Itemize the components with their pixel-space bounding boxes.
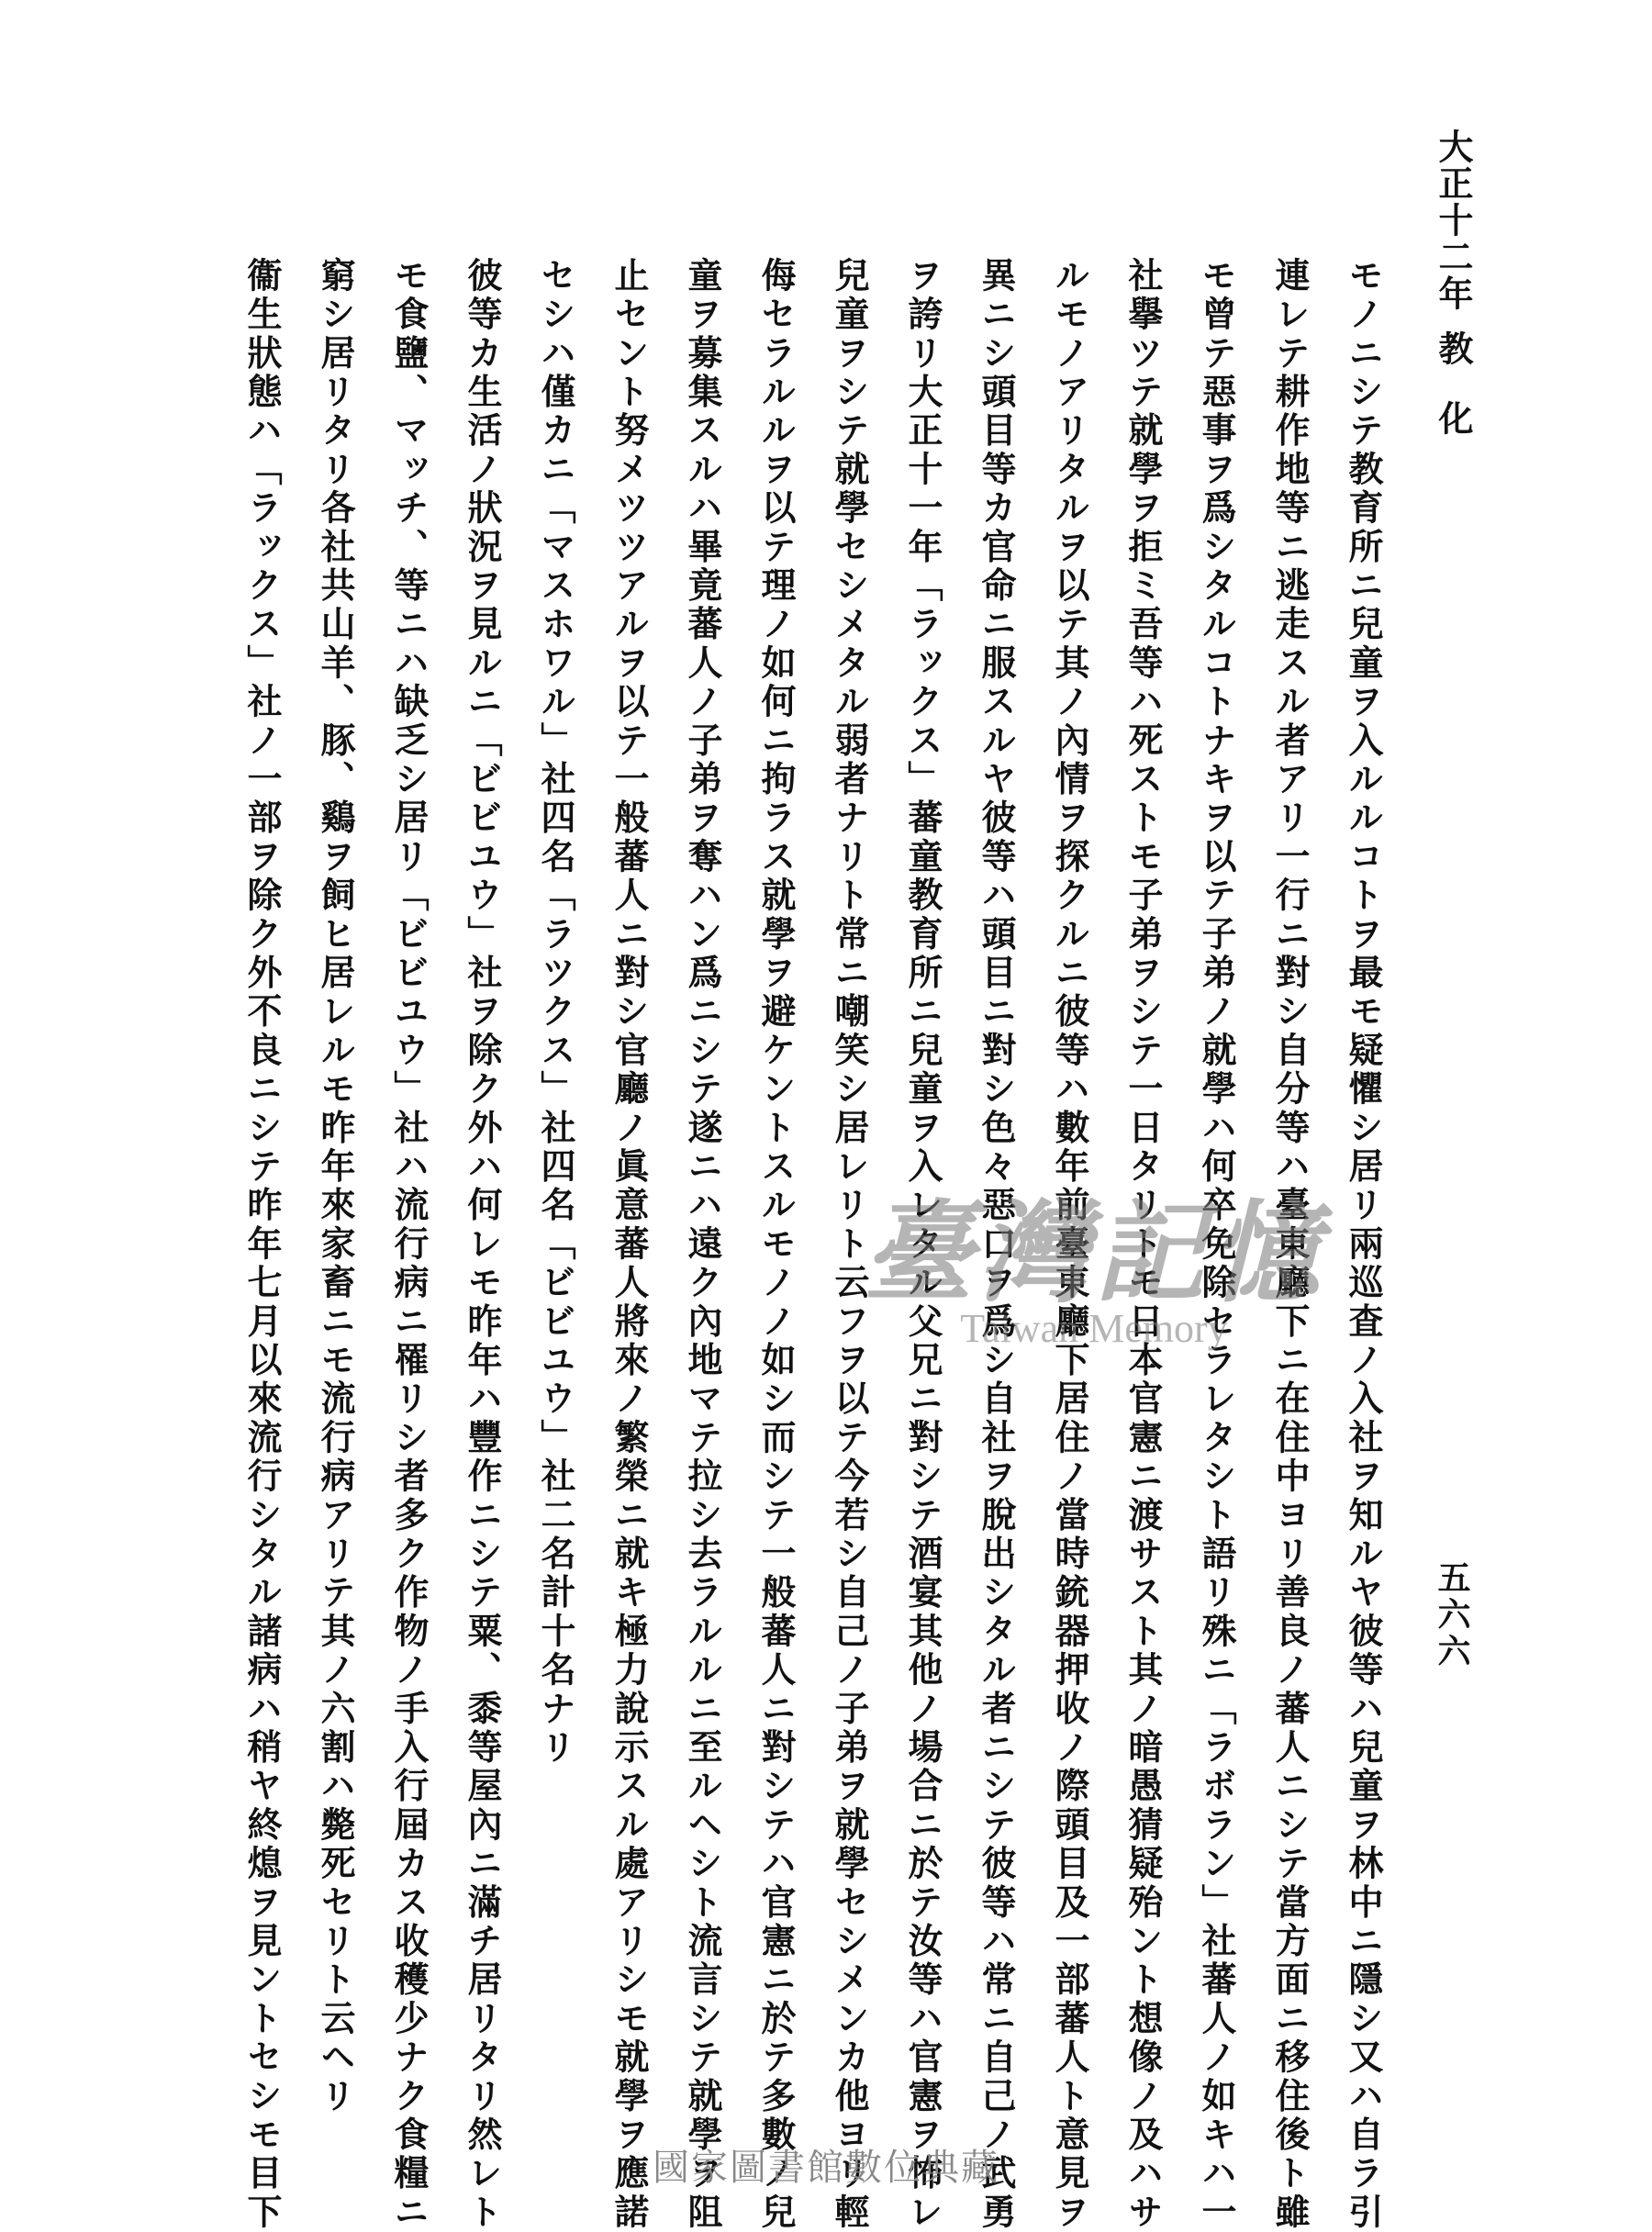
text-column: 童ヲ募集スルハ畢竟蕃人ノ子弟ヲ奪ハン爲ニシテ遂ニハ遠ク內地マテ拉シ去ラルルニ至ルヘシト流言シテ就學ヲ阻 [682, 257, 722, 2232]
text-column: モノニシテ教育所ニ兒童ヲ入ルルコトヲ最モ疑懼シ居リ兩巡査ノ入社ヲ知ルヤ彼等ハ兒童ヲ林中ニ隱シ又ハ自ラ引 [1343, 257, 1383, 2232]
text-column: 異ニシ頭目等カ官命ニ服スルヤ彼等ハ頭目ニ對シ色々惡口ヲ爲シ自社ヲ脫出シタル者ニシテ彼等ハ常ニ自己ノ武勇 [976, 257, 1016, 2232]
footer-credit: 國家圖書館數位典藏 [653, 2147, 999, 2189]
watermark-en: Taiwan Memory [960, 1306, 1228, 1351]
text-column: 窮シ居リタリ各社共山羊、豚、鷄ヲ飼ヒ居レルモ昨年來家畜ニモ流行病アリテ其ノ六割ハ斃死セリト云ヘリ [315, 257, 355, 2116]
text-column: 止セント努メツツアルヲ以テ一般蕃人ニ對シ官廳ノ眞意蕃人將來ノ繁榮ニ就キ極力說示スル處アリシモ就學ヲ應諾 [608, 257, 649, 2232]
text-column: 衞生狀態ハ「ラックス」社ノ一部ヲ除ク外不良ニシテ昨年七月以來流行シタル諸病ハ稍ヤ終熄ヲ見ントセシモ目下 [241, 257, 282, 2232]
text-column: モ曾テ惡事ヲ爲シタルコトナキヲ以テ子弟ノ就學ハ何卒免除セラレタシト語リ殊ニ「ラボラン」社蕃人ノ如キハ一 [1196, 257, 1236, 2232]
watermark-cjk: 臺灣記憶 [863, 1190, 1325, 1318]
running-header-section: 教 化 [1433, 330, 1473, 435]
text-column: ヲ誇リ大正十一年「ラックス」蕃童教育所ニ兒童ヲ入レタル父兄ニ對シテ酒宴其他ノ場合ニ於テ汝等ハ官憲ヲ怖レ [902, 257, 943, 2232]
text-column: 彼等カ生活ノ狀況ヲ見ルニ「ビビユウ」社ヲ除ク外ハ何レモ昨年ハ豐作ニシテ粟、黍等屋內ニ滿チ居リタリ然レト [462, 257, 502, 2232]
text-column: 兒童ヲシテ就學セシメタル弱者ナリト常ニ嘲笑シ居レリト云フヲ以テ今若シ自己ノ子弟ヲ就學セシメンカ他ヨリ輕 [829, 257, 869, 2232]
text-column: 侮セラルルヲ以テ理ノ如何ニ拘ラス就學ヲ避ケントスルモノノ如シ而シテ一般蕃人ニ對シテハ官憲ニ於テ多數ノ兒 [755, 257, 796, 2232]
running-header-title: 大正十二年 [1433, 128, 1473, 312]
text-column: セシハ僅カニ「マスホワル」社四名「ラツクス」社四名「ビビユウ」社二名計十名ナリ [535, 257, 575, 1768]
text-column: 連レテ耕作地等ニ逃走スル者アリ一行ニ對シ自分等ハ臺東廳下ニ在住中ヨリ善良ノ蕃人ニシテ當方面ニ移住後ト雖 [1269, 257, 1310, 2232]
text-column: 社擧ツテ就學ヲ拒ミ吾等ハ死ストモ子弟ヲシテ一日タリトモ日本官憲ニ渡サスト其ノ暗愚猜疑殆ント想像ノ及ハサ [1122, 257, 1163, 2232]
text-column: ルモノアリタルヲ以テ其ノ內情ヲ探クルニ彼等ハ數年前臺東廳下居住ノ當時銃器押收ノ際頭目及一部蕃人ト意見ヲ [1049, 257, 1089, 2232]
text-column: モ食鹽、マッチ、等ニハ缺乏シ居リ「ビビユウ」社ハ流行病ニ罹リシ者多ク作物ノ手入行屆カス收穫少ナク食糧ニ [388, 257, 429, 2232]
page-number: 五六六 [1433, 1560, 1470, 1670]
